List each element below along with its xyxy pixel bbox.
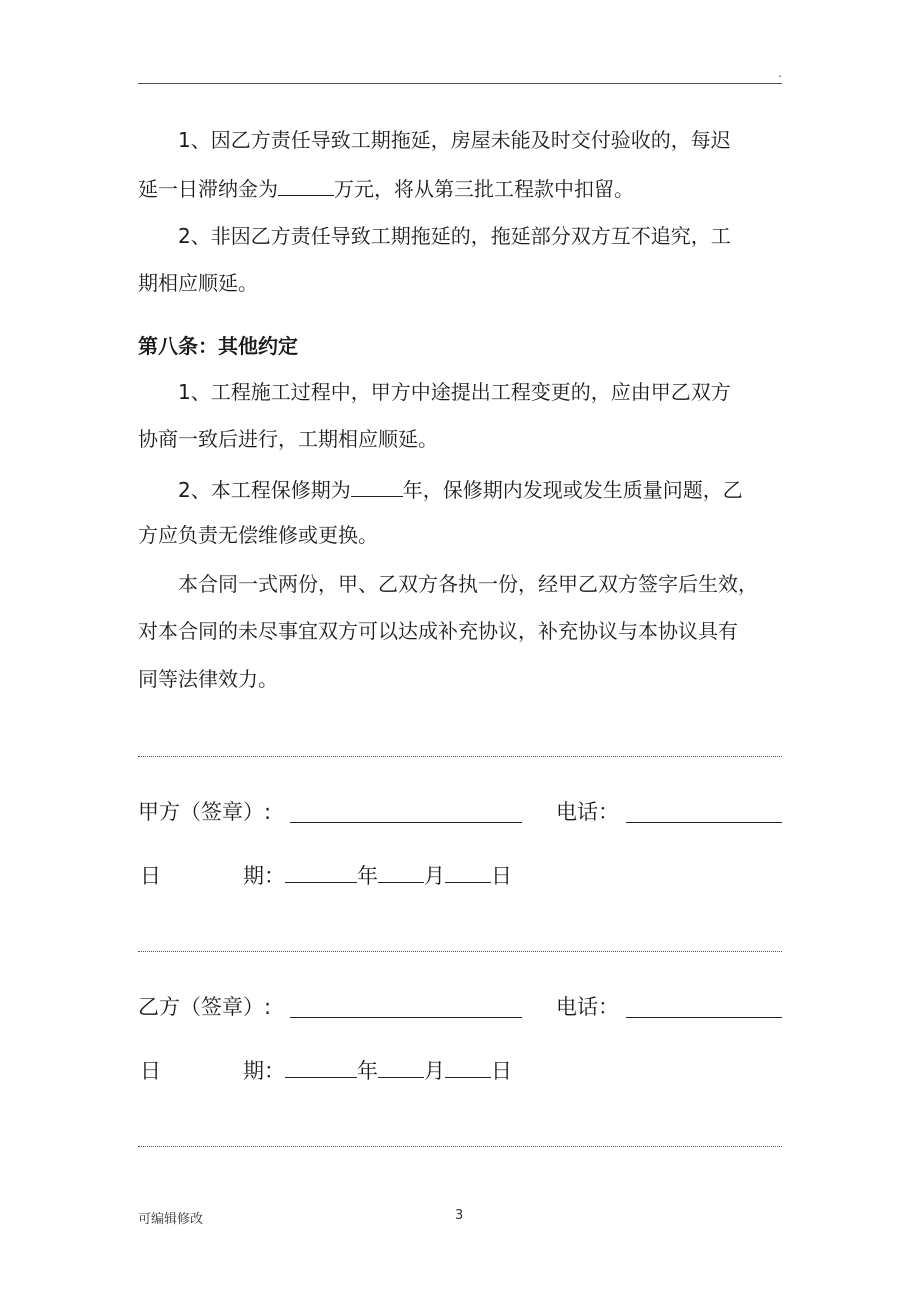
clause8-item2-line1 [178, 478, 743, 500]
party-b-date-label-1: 日 [140, 1059, 161, 1083]
party-a-date-label-1: 日 [140, 864, 161, 888]
party-b-date-label-text: 期： [243, 1059, 285, 1083]
party-a-year-blank[interactable] [285, 864, 357, 883]
clause7-item1-line2 [138, 177, 634, 199]
party-a-day-blank[interactable] [445, 864, 491, 883]
party-b-sign-label: 乙方（签章）: [138, 995, 272, 1019]
header-rule [138, 83, 782, 84]
party-b-phone-line[interactable] [626, 1017, 782, 1018]
clause8-item1-line2: 协商一致后进行，工期相应顺延。 [138, 427, 438, 451]
party-b-day-blank[interactable] [445, 1059, 491, 1078]
party-b-year-label: 年 [357, 1059, 378, 1083]
party-b-phone-label: 电话： [556, 995, 619, 1019]
closing-line2: 对本合同的未尽事宜双方可以达成补充协议，补充协议与本协议具有 [138, 619, 738, 643]
closing-line3: 同等法律效力。 [138, 667, 278, 691]
clause7-item1-line1: 1、因乙方责任导致工期拖延，房屋未能及时交付验收的，每迟 [178, 128, 731, 152]
clause7-item2-line2: 期相应顺延。 [138, 271, 258, 295]
party-a-signature-line[interactable] [290, 822, 522, 823]
header-dot: . [778, 66, 782, 80]
party-b-year-blank[interactable] [285, 1059, 357, 1078]
closing-line1: 本合同一式两份，甲、乙双方各执一份，经甲乙双方签字后生效， [178, 572, 758, 596]
party-a-month-blank[interactable] [378, 864, 424, 883]
party-a-year-label: 年 [357, 864, 378, 888]
clause8-item2-line2: 方应负责无偿维修或更换。 [138, 523, 378, 547]
party-b-date-label-2 [243, 1059, 512, 1083]
penalty-amount-blank[interactable] [278, 177, 334, 196]
party-a-day-label: 日 [491, 864, 512, 888]
party-a-sign-label: 甲方（签章）: [138, 800, 272, 824]
party-b-signature-line[interactable] [290, 1017, 522, 1018]
clause8-item2-line1-end: 年，保修期内发现或发生质量问题，乙 [402, 478, 743, 502]
party-a-month-label: 月 [424, 864, 445, 888]
clause7-item2-line1: 2、非因乙方责任导致工期拖延的，拖延部分双方互不追究，工 [178, 224, 731, 248]
clause8-item2-line1-start: 2、本工程保修期为 [178, 478, 351, 502]
clause7-item1-line2-start: 延一日滞纳金为 [138, 177, 278, 201]
clause8-item1-line1: 1、工程施工过程中，甲方中途提出工程变更的，应由甲乙双方 [178, 380, 731, 404]
warranty-years-blank[interactable] [351, 478, 403, 497]
party-a-date-label-text: 期： [243, 864, 285, 888]
page-number: 3 [455, 1208, 464, 1223]
party-a-date-label-2 [243, 864, 512, 888]
party-b-day-label: 日 [491, 1059, 512, 1083]
party-a-phone-label: 电话： [556, 800, 619, 824]
clause7-item1-line2-end: 万元，将从第三批工程款中扣留。 [334, 177, 634, 201]
party-a-phone-line[interactable] [626, 822, 782, 823]
footer-editable-note: 可编辑修改 [138, 1212, 204, 1227]
party-b-month-label: 月 [424, 1059, 445, 1083]
party-b-month-blank[interactable] [378, 1059, 424, 1078]
separator-dotted-1 [138, 756, 782, 757]
clause8-title: 第八条：其他约定 [138, 334, 298, 358]
separator-dotted-3 [138, 1146, 782, 1147]
separator-dotted-2 [138, 951, 782, 952]
